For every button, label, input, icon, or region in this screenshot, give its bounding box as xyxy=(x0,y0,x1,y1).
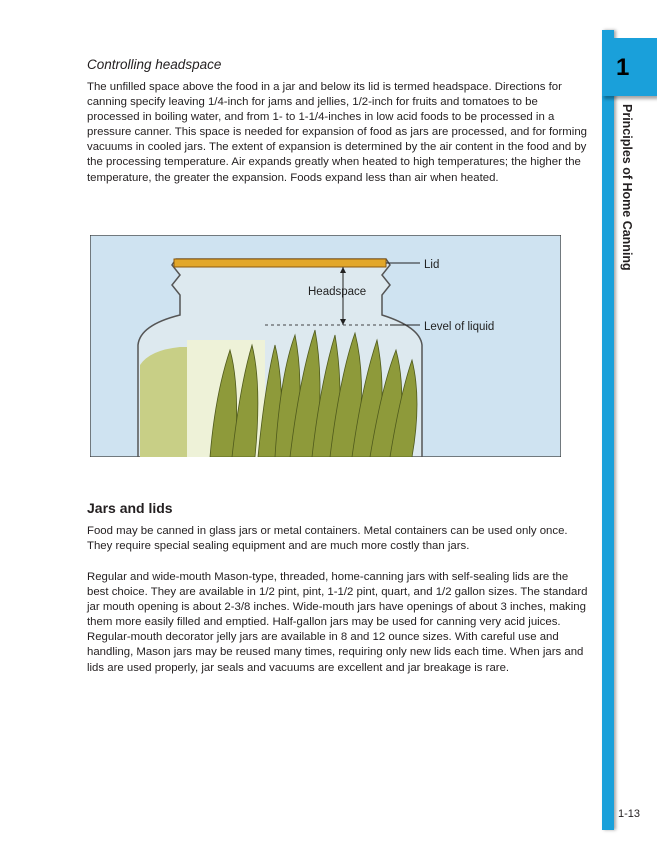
jar-illustration xyxy=(90,235,561,457)
lid-shape xyxy=(174,259,386,267)
jars-paragraph-1: Food may be canned in glass jars or metal containers. Metal containers can be used only once. They require special sealing equipment and are much more costly than jars. xyxy=(87,525,568,553)
headspace-label: Headspace xyxy=(308,286,367,298)
section-heading-headspace: Controlling headspace xyxy=(87,57,222,72)
chapter-title: Principles of Home Canning xyxy=(620,104,634,271)
chapter-tab xyxy=(602,38,657,96)
lid-label: Lid xyxy=(424,259,440,271)
section-heading-jars: Jars and lids xyxy=(87,500,173,516)
page-number: 1-13 xyxy=(618,808,641,820)
headspace-paragraph: The unfilled space above the food in a jar and below its lid is termed headspace. Directions for canning specify leaving 1/4-inch for jams and jellies, 1/2-inch for fruits and tomatoes to be processed in boiling water, and from 1- to 1-1/4-inches in low acid foods to be processed in a pressure canner. This space is needed for expansion of food as jars are processed, and for forming vacuums in cooled jars. The extent of expansion is determined by the air content in the food and by the processing temperature. Air expands greatly when heated to high temperatures; the higher the temperature, the greater the expansion. Foods expand less than air when heated. xyxy=(87,81,587,184)
chapter-number: 1 xyxy=(616,54,630,81)
chapter-sidebar xyxy=(602,30,614,830)
liquid-level-label: Level of liquid xyxy=(424,321,495,333)
jars-paragraph-2: Regular and wide-mouth Mason-type, threaded, home-canning jars with self-sealing lids are the best choice. They are available in 1/2 pint, pint, 1-1/2 pint, quart, and 1/2 gallon sizes. The standard jar mouth opening is about 2-3/8 inches. Wide-mouth jars have openings of about 3 inches, making them more easily filled and emptied. Half-gallon jars may be used for canning very acid juices. Regular-mouth decorator jelly jars are available in 8 and 12 ounce sizes. With careful use and handling, Mason jars may be reused many times, requiring only new lids each time. When jars and lids are used properly, jar seals and vacuums are excellent and jar breakage is rare. xyxy=(87,571,588,674)
jar-headspace-figure xyxy=(90,235,561,457)
